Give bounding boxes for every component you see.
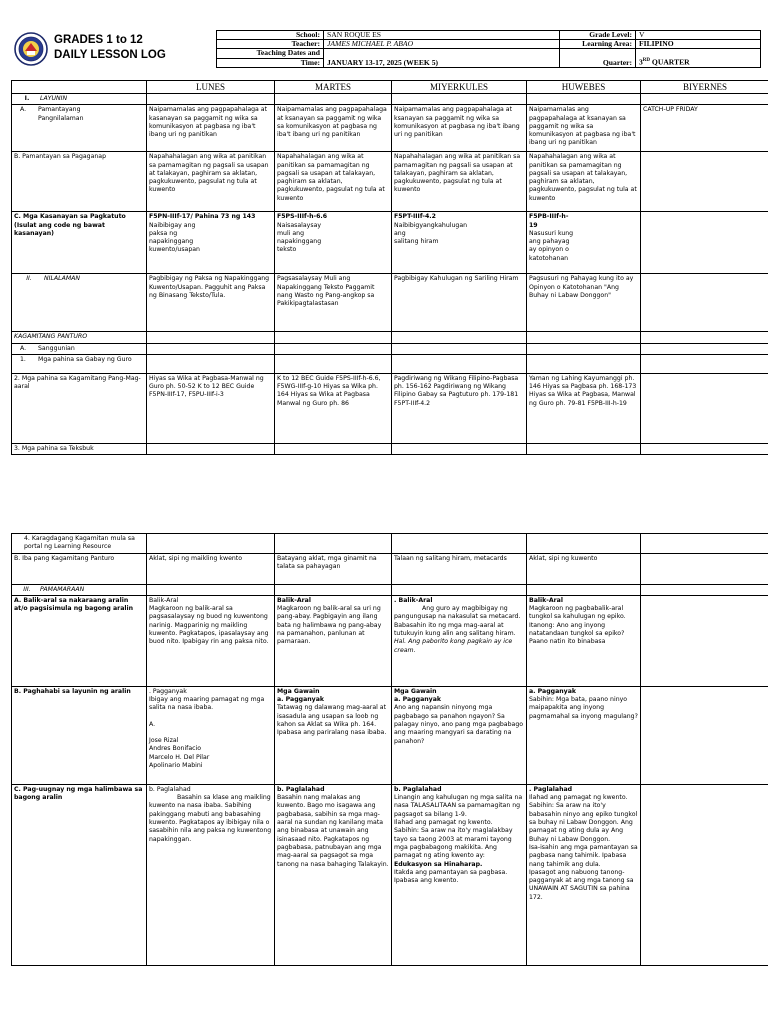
lunes-cell: Aklat, sipi ng maikling kwento	[147, 553, 275, 584]
skill-code: F5PT-IIIf-4.2	[394, 213, 436, 221]
gabay-guro-row	[12, 354, 768, 373]
day-header-row	[12, 81, 768, 94]
empty-cell	[641, 443, 768, 454]
cell-story-title: Edukasyon sa Hinaharap.	[394, 860, 483, 868]
miyerkules-cell	[392, 686, 527, 784]
skill-line: muli ang	[277, 229, 304, 237]
pamantayan-pagaganap-label: B. Pamantayan sa Pagaganap	[12, 152, 147, 212]
empty-cell	[392, 584, 527, 595]
biyernes-cell	[641, 595, 768, 686]
pamantayang-pangnilalaman-label	[12, 105, 147, 152]
empty-cell	[147, 343, 275, 354]
skill-line: teksto	[277, 246, 297, 254]
cell-line: Ibigay ang maaring pamagat ng mga salita na nasa ibaba.	[149, 696, 265, 712]
empty-cell	[147, 332, 275, 343]
cell-line: Ipasagot ang nabuong tanong-pagganyak at ang mga tanong sa UNAWAIN AT SAGUTIN sa pahina 172.	[529, 868, 634, 901]
pamamaraan-row	[12, 584, 768, 595]
huwebes-cell: Napahahalagan ang wika at panitikan sa pamamagitan ng pagsali sa usapan at talakayan, paghiram sa aklatan, pagkukuwento, pagsulat ng tula at kuwento	[527, 152, 641, 212]
school-value: SAN ROQUE ES	[324, 31, 560, 40]
martes-cell: Napahahalagan ang wika at panitikan sa pamamagitan ng pagsali sa usapan at talakayan, paghiram sa aklatan, pagkukuwento, pagsulat ng tula at kuwento	[275, 152, 392, 212]
day-header-miyerkules: MIYERKULES	[392, 81, 527, 94]
empty-cell	[641, 94, 768, 105]
quarter-word: QUARTER	[650, 57, 690, 67]
cell-line: Apolinario Mabini	[149, 761, 203, 769]
teacher-label: Teacher:	[217, 40, 324, 49]
empty-cell	[147, 584, 275, 595]
page-1	[0, 0, 768, 470]
empty-cell	[641, 584, 768, 595]
skill-line: ang	[394, 229, 406, 237]
huwebes-cell	[527, 686, 641, 784]
lunes-cell	[147, 595, 275, 686]
empty-cell	[147, 443, 275, 454]
cell-heading: b. Paglalahad	[277, 785, 325, 793]
empty-cell	[147, 94, 275, 105]
day-header-biyernes: BIYERNES	[641, 81, 768, 94]
empty-cell	[392, 343, 527, 354]
miyerkules-cell: Naipamamalas ang pagpapahalaga at ksanayan sa paggamit ng wika sa komunikasyon at pagbasa ng iba't ibang uri ng panitikan	[392, 105, 527, 152]
cell-heading: . Balik-Aral	[394, 596, 433, 604]
balik-aral-row	[12, 595, 768, 686]
item-number-1: 1.	[20, 355, 26, 363]
nilalaman-text: NILALAMAN	[44, 275, 81, 283]
teksbuk-row	[12, 443, 768, 454]
layunin-label	[12, 94, 147, 105]
cell-text: Magkaroon ng balik-aral sa pagsasalaysay ng buod ng kuwentong narinig. Magparinig ng maikling kuwento. Pagkatapos, ipasalaysay ang buod nito. Ipabigay rin ang paksa nito.	[149, 605, 269, 646]
huwebes-cell	[527, 212, 641, 274]
lunes-cell: Pagbibigay ng Paksa ng Napakinggang Kuwento/Usapan. Pagguhit ang Paksa ng Binasang Teksto/Tula.	[147, 274, 275, 332]
cell-line: Andres Bonifacio	[149, 745, 202, 753]
huwebes-cell: Naipamamalas ang pagpapahalaga at ksanayan sa paggamit ng wika sa komunikasyon at pagbasa ng iba't ibang uri ng panitikan	[527, 105, 641, 152]
cell-text: Ang guro ay magbibigay ng pangungusap na nakasulat sa metacard. Babasahin ito ng mga mag-aaral at tutukuyin kung alin ang salitang hiram.	[394, 605, 521, 638]
martes-cell	[275, 686, 392, 784]
empty-cell	[527, 534, 641, 554]
quarter-value	[636, 49, 761, 67]
skill-line: Naibibigay ang	[149, 221, 196, 229]
empty-cell	[147, 534, 275, 554]
gabay-guro-label	[12, 354, 147, 373]
martes-cell	[275, 212, 392, 274]
martes-cell: Batayang aklat, mga ginamit na talata sa pahayagan	[275, 553, 392, 584]
cell-line: Basahin sa klase ang maikling kuwento na nasa ibaba. Sabihing pakinggang mabuti ang babasahing kuwento. Pagkatapos ay ibibigay nila o sasabihin nila ang paksa ng kuwentong napakinggan.	[149, 794, 272, 843]
miyerkules-cell	[392, 595, 527, 686]
kagamitang-panturo-label: KAGAMITANG PANTURO	[12, 332, 147, 343]
empty-cell	[527, 94, 641, 105]
empty-cell	[527, 343, 641, 354]
skill-line: ay opinyon o	[529, 246, 569, 254]
cell-line: Marcelo H. Del Pilar	[149, 753, 210, 761]
martes-cell	[275, 784, 392, 965]
teksbuk-label: 3. Mga pahina sa Teksbuk	[12, 443, 147, 454]
lunes-cell: Naipamamalas ang pagpapahalaga at kasanayan sa paggamit ng wika sa komunikasyon at pagbasa ng iba't ibang uri ng panitikan	[147, 105, 275, 152]
sanggunian-label	[12, 343, 147, 354]
cell-line: Isa-isahin ang mga pamantayan sa pagbasa nang tahimik. Ipabasa nang tahimik ang dula.	[529, 843, 638, 868]
empty-cell	[275, 354, 392, 373]
nilalaman-row	[12, 274, 768, 332]
empty-cell	[392, 332, 527, 343]
cell-line	[149, 729, 272, 737]
miyerkules-cell: Pagbibigay Kahulugan ng Sariling Hiram	[392, 274, 527, 332]
empty-cell	[641, 534, 768, 554]
paghahabi-row	[12, 686, 768, 784]
cell-line: A.	[149, 720, 156, 728]
empty-cell	[275, 443, 392, 454]
portal-row	[12, 534, 768, 554]
huwebes-cell: Aklat, sipi ng kuwento	[527, 553, 641, 584]
cell-heading: a. Pagganyak	[529, 687, 576, 695]
pamantayan-pagaganap-row	[12, 152, 768, 212]
cell-heading: Balik-Aral	[149, 596, 179, 604]
cell-line: Ipabasa ang kwento.	[394, 877, 459, 885]
kagamitang-panturo-row	[12, 332, 768, 343]
cell-line: Itakda ang pamantayan sa pagbasa.	[394, 868, 508, 876]
biyernes-cell	[641, 274, 768, 332]
biyernes-cell	[641, 686, 768, 784]
nilalaman-label	[12, 274, 147, 332]
skill-line: ang pahayag	[529, 238, 570, 246]
skill-line: paksa ng	[149, 229, 178, 237]
sanggunian-row	[12, 343, 768, 354]
grade-value: V	[636, 31, 761, 40]
lesson-table-page-2	[11, 533, 768, 966]
day-header-martes: MARTES	[275, 81, 392, 94]
cell-heading: Mga Gawain	[277, 687, 320, 695]
empty-cell	[275, 343, 392, 354]
martes-cell: Pagsasalaysay Muli ang Napakinggang Teksto Paggamit nang Wasto ng Pang-angkop sa Pakikipagtalastasan	[275, 274, 392, 332]
empty-cell	[275, 584, 392, 595]
skill-line: salitang hiram	[394, 238, 439, 246]
pamamaraan-text: PAMAMARAAN	[40, 585, 85, 593]
cell-line: Ipabasa ang pariralang nasa ibaba.	[277, 729, 387, 737]
dates-label-1: Teaching Dates and	[217, 49, 324, 58]
dates-label-2: Time:	[217, 58, 324, 67]
deped-seal-icon	[14, 32, 48, 66]
skill-code: F5PB-IIIf-h-	[529, 213, 569, 221]
item-text: Sanggunian	[38, 344, 75, 352]
cell-line: Sabihin: Sa araw na ito'y babasahin ninyo ang epiko tungkol sa buhay ni Labaw Donggon. Ang pamagat ng ating dula ay Ang Buhay ni Labaw Donggon.	[529, 802, 638, 843]
pag-uugnay-label: C. Pag-uugnay ng mga halimbawa sa bagong aralin	[12, 784, 147, 965]
nilalaman-number: II.	[26, 275, 32, 283]
skill-code: F5PS-IIIf-h-6.6	[277, 213, 328, 221]
cell-line: Ilahad ang pamagat ng kwento.	[394, 819, 493, 827]
cell-line: Basahin nang malakas ang kuwento. Bago mo isagawa ang pagbabasa, sabihin sa mga mag-aaral na sundan ng kanilang mata ang binabasa at unawain ang isinasaad nito. Pagkatapos ng pagbabasa, patnubayan ang mga mag-aaral sa pagsagot sa mga tanong na nasa bahaging Talakayin.	[277, 794, 389, 868]
title-line-2: DAILY LESSON LOG	[54, 49, 166, 61]
cell-heading: Balik-Aral	[529, 596, 563, 604]
lunes-cell: Napahahalagan ang wika at panitikan sa pamamagitan ng pagsali sa usapan at talakayan, paghiram sa aklatan, pagkukuwento, pagsulat ng tula at kuwento	[147, 152, 275, 212]
iba-pang-kagamitan-row	[12, 553, 768, 584]
cell-heading: . Paglalahad	[529, 785, 573, 793]
empty-cell	[641, 332, 768, 343]
miyerkules-cell: Pagdiriwang ng Wikang Filipino-Pagbasa ph. 156-162 Pagdiriwang ng Wikang Filipino Gabay sa Pagtuturo ph. 179-181 F5PT-IIIf-4.2	[392, 373, 527, 443]
huwebes-cell	[527, 784, 641, 965]
cell-line: Ilahad ang pamagat ng kwento.	[529, 794, 628, 802]
cell-line: Sabihin: Sa araw na ito'y maglalakbay tayo sa taong 2003 at marami tayong mga pagbabagong makikita. Ang pamagat ng ating kwento ay:	[394, 827, 513, 860]
item-letter-a: A.	[20, 344, 27, 352]
cell-heading: . Pagganyak	[149, 687, 187, 695]
document-header	[11, 30, 761, 72]
biyernes-cell	[641, 784, 768, 965]
kasanayan-label: C. Mga Kasanayan sa Pagkatuto (Isulat ang code ng bawat kasanayan)	[12, 212, 147, 274]
quarter-number: 3	[639, 57, 643, 67]
skill-line: napakinggang	[277, 238, 322, 246]
skill-line: 19	[529, 221, 538, 229]
skill-line: katotohanan	[529, 254, 569, 262]
lesson-table-page-1	[11, 80, 768, 455]
cell-text: Magkaroon ng balik-aral sa uri ng pang-abay. Pagbigayin ang ilang bata ng halimbawa ng pang-abay na pamanahon, panlunan at pamaraan.	[277, 605, 382, 646]
cell-line: Linangin ang kahulugan ng mga salita na nasa TALASALITAAN sa pamamagitan ng pagsagot sa bilang 1-9.	[394, 794, 523, 818]
empty-cell	[275, 94, 392, 105]
biyernes-cell	[641, 212, 768, 274]
area-label: Learning Area:	[560, 40, 636, 49]
huwebes-cell: Yaman ng Lahing Kayumanggi ph. 146 Hiyas sa Pagbasa ph. 168-173 Hiyas sa Wika at Pagbasa, Manwal ng Guro ph. 79-81 F5PB-III-h-19	[527, 373, 641, 443]
area-value: FILIPINO	[636, 40, 761, 49]
cell-heading: b. Paglalahad	[149, 785, 191, 793]
empty-cell	[641, 343, 768, 354]
cell-subheading: a. Pagganyak	[277, 696, 324, 704]
header-info-table	[216, 30, 761, 68]
skill-line: kuwento/usapan	[149, 246, 200, 254]
skill-line: Naisasalaysay	[277, 221, 322, 229]
skill-code: F5PN-IIIf-17/ Pahina 73 ng 143	[149, 213, 256, 221]
layunin-text: LAYUNIN	[40, 95, 68, 102]
empty-cell	[641, 354, 768, 373]
empty-cell	[392, 534, 527, 554]
cell-line: Sabihin: Mga bata, paano ninyo maipapakita ang inyong pagmamahal sa inyong magulang?	[529, 696, 638, 720]
cell-subheading: a. Pagganyak	[394, 696, 441, 704]
cell-line: Jose Rizal	[149, 737, 179, 745]
layunin-number: I.	[24, 95, 30, 102]
empty-cell	[527, 354, 641, 373]
paghahabi-label: B. Paghahabi sa layunin ng aralin	[12, 686, 147, 784]
lunes-cell	[147, 212, 275, 274]
cell-text: Magkaroon ng pagbabalik-aral tungkol sa kahulugan ng epiko. Itanong: Ano ang inyong natatandaan tungkol sa epiko? Paano natin ito binabasa	[529, 605, 626, 646]
kagamitang-mag-aaral-row	[12, 373, 768, 443]
martes-cell	[275, 595, 392, 686]
pamamaraan-label	[12, 584, 147, 595]
skill-line: Nasusuri kung	[529, 229, 574, 237]
kasanayan-row	[12, 212, 768, 274]
day-header-lunes: LUNES	[147, 81, 275, 94]
lunes-cell	[147, 686, 275, 784]
skill-line: Naibibigyangkahulugan	[394, 221, 468, 229]
day-header-huwebes: HUWEBES	[527, 81, 641, 94]
teacher-value: JAMES MICHAEL P. ABAO	[324, 40, 560, 49]
biyernes-cell: CATCH-UP FRIDAY	[641, 105, 768, 152]
pamamaraan-number: III.	[23, 585, 31, 593]
biyernes-cell	[641, 373, 768, 443]
huwebes-cell	[527, 595, 641, 686]
quarter-label: Quarter:	[560, 49, 636, 67]
cell-heading: b. Paglalahad	[394, 785, 442, 793]
skill-line: napakinggang	[149, 238, 194, 246]
empty-cell	[275, 534, 392, 554]
item-text: Pamantayang Pangnilalaman	[38, 106, 84, 122]
cell-line	[149, 713, 272, 721]
iba-pang-kagamitan-label: B. Iba pang Kagamitang Panturo	[12, 553, 147, 584]
miyerkules-cell	[392, 212, 527, 274]
quarter-suffix: RD	[642, 58, 651, 64]
miyerkules-cell	[392, 784, 527, 965]
martes-cell: Naipamamalas ang pagpapahalaga at ksanayan sa paggamit ng wika sa komunikasyon at pagbasa ng iba't ibang uri ng panitikan	[275, 105, 392, 152]
portal-label: 4. Karagdagang Kagamitan mula sa portal ng Learning Resource	[12, 534, 147, 554]
cell-example: Hal. Ang paborito kong pagkain ay ice cream.	[394, 638, 513, 654]
empty-cell	[527, 584, 641, 595]
cell-heading: Balik-Aral	[277, 596, 311, 604]
miyerkules-cell: Talaan ng salitang hiram, metacards	[392, 553, 527, 584]
miyerkules-cell: Napahahalagan ang wika at panitikan sa pamamagitan ng pagsali sa usapan at talakayan, paghiram sa aklatan, pagkukuwento, pagsulat ng tula at kuwento	[392, 152, 527, 212]
title-line-1: GRADES 1 to 12	[54, 34, 143, 46]
cell-line: Ano ang napansin ninyong mga pagbabago sa panahon ngayon? Sa palagay ninyo, ano pang mga pagbabago ang maaring mangyari sa darating na panahon?	[394, 704, 524, 745]
empty-cell	[392, 94, 527, 105]
pag-uugnay-row	[12, 784, 768, 965]
pamantayang-pangnilalaman-row	[12, 105, 768, 152]
dates-value: JANUARY 13-17, 2025 (WEEK 5)	[324, 49, 560, 67]
cell-line: Tatawag ng dalawang mag-aaral at isasadula ang usapan sa loob ng kahon sa Aklat sa Wika ph. 164.	[277, 704, 387, 729]
balik-aral-label: A. Balik-aral sa nakaraang aralin at/o pagsisimula ng bagong aralin	[12, 595, 147, 686]
empty-cell	[527, 443, 641, 454]
empty-cell	[527, 332, 641, 343]
martes-cell: K to 12 BEC Guide F5PS-IIIf-h-6.6, F5WG-IIIf-g-10 Hiyas sa Wika ph. 164 Hiyas sa Wika at Pagbasa Manwal ng Guro ph. 86	[275, 373, 392, 443]
layunin-row	[12, 94, 768, 105]
school-label: School:	[217, 31, 324, 40]
item-letter-a: A.	[20, 106, 27, 114]
kagamitang-mag-aaral-label: 2. Mga pahina sa Kagamitang Pang-Mag-aaral	[12, 373, 147, 443]
lunes-cell: Hiyas sa Wika at Pagbasa-Manwal ng Guro ph. 50-52 K to 12 BEC Guide F5PN-IIIf-17, F5PU-IIIf-i-3	[147, 373, 275, 443]
empty-cell	[147, 354, 275, 373]
biyernes-cell	[641, 152, 768, 212]
cell-heading: Mga Gawain	[394, 687, 437, 695]
item-text: Mga pahina sa Gabay ng Guro	[38, 355, 132, 363]
huwebes-cell: Pagsusuri ng Pahayag kung ito ay Opinyon o Katotohanan "Ang Buhay ni Labaw Donggon"	[527, 274, 641, 332]
grade-label: Grade Level:	[560, 31, 636, 40]
biyernes-cell	[641, 553, 768, 584]
document-title	[54, 33, 166, 63]
empty-cell	[275, 332, 392, 343]
lunes-cell	[147, 784, 275, 965]
empty-cell	[392, 354, 527, 373]
corner-cell	[12, 81, 147, 94]
empty-cell	[392, 443, 527, 454]
